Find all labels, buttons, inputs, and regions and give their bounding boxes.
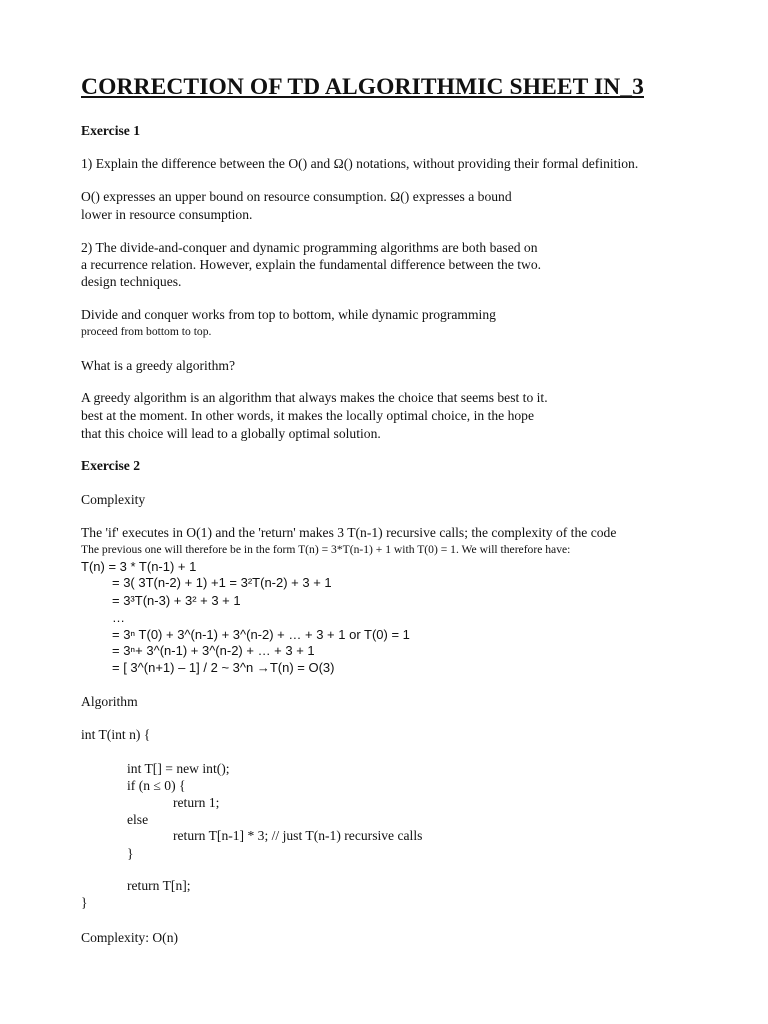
answer-2-line-2: proceed from bottom to top.	[81, 325, 212, 338]
answer-3-line-3: that this choice will lead to a globally optimal solution.	[81, 426, 381, 441]
question-3: What is a greedy algorithm?	[81, 358, 236, 373]
exercise1-heading: Exercise 1	[81, 123, 141, 138]
answer-2-line-1: Divide and conquer works from top to bottom, while dynamic programming	[81, 307, 496, 322]
question-2-line-2: a recurrence relation. However, explain the fundamental difference between the two.	[81, 257, 542, 272]
intro-line-1: The 'if' executes in O(1) and the 'return' makes 3 T(n-1) recursive calls; the complexity of the code	[81, 525, 617, 540]
page-title: CORRECTION OF TD ALGORITHMIC SHEET IN_3	[81, 74, 644, 100]
code-line-1: int T(int n) {	[81, 727, 151, 742]
equation-line-5: = 3ⁿ T(0) + 3^(n-1) + 3^(n-2) + … + 3 + 1 or T(0) = 1	[112, 627, 410, 642]
question-2-line-1: 2) The divide-and-conquer and dynamic programming algorithms are both based on	[81, 240, 538, 255]
equation-line-7: = [ 3^(n+1) – 1] / 2 ~ 3^n →T(n) = O(3)	[112, 660, 335, 675]
code-line-4: return 1;	[173, 795, 220, 810]
equation-line-1: T(n) = 3 * T(n-1) + 1	[81, 559, 197, 574]
intro-line-2: The previous one will therefore be in the form T(n) = 3*T(n-1) + 1 with T(0) = 1. We will therefore have:	[81, 543, 571, 556]
code-line-5: else	[127, 812, 149, 827]
equation-line-3: = 3³T(n-3) + 3² + 3 + 1	[112, 593, 241, 608]
answer-1-line-1: O() expresses an upper bound on resource consumption. Ω() expresses a bound	[81, 189, 512, 204]
final-complexity: Complexity: O(n)	[81, 930, 179, 945]
code-line-6: return T[n-1] * 3; // just T(n-1) recursive calls	[173, 828, 423, 843]
code-line-9: }	[81, 895, 88, 910]
equation-line-2: = 3( 3T(n-2) + 1) +1 = 3²T(n-2) + 3 + 1	[112, 575, 332, 590]
code-line-3: if (n ≤ 0) {	[127, 778, 186, 793]
code-line-7: }	[127, 846, 134, 861]
answer-3-line-1: A greedy algorithm is an algorithm that always makes the choice that seems best to it.	[81, 390, 548, 405]
answer-1-line-2: lower in resource consumption.	[81, 207, 253, 222]
code-line-8: return T[n];	[127, 878, 191, 893]
equation-line-4: …	[112, 610, 125, 625]
question-2-line-3: design techniques.	[81, 274, 182, 289]
complexity-label: Complexity	[81, 492, 146, 507]
equation-line-6: = 3ⁿ+ 3^(n-1) + 3^(n-2) + … + 3 + 1	[112, 643, 315, 658]
algorithm-label: Algorithm	[81, 694, 138, 709]
exercise2-heading: Exercise 2	[81, 458, 141, 473]
code-line-2: int T[] = new int();	[127, 761, 230, 776]
question-1: 1) Explain the difference between the O() and Ω() notations, without providing their formal definition.	[81, 156, 639, 171]
answer-3-line-2: best at the moment. In other words, it makes the locally optimal choice, in the hope	[81, 408, 535, 423]
